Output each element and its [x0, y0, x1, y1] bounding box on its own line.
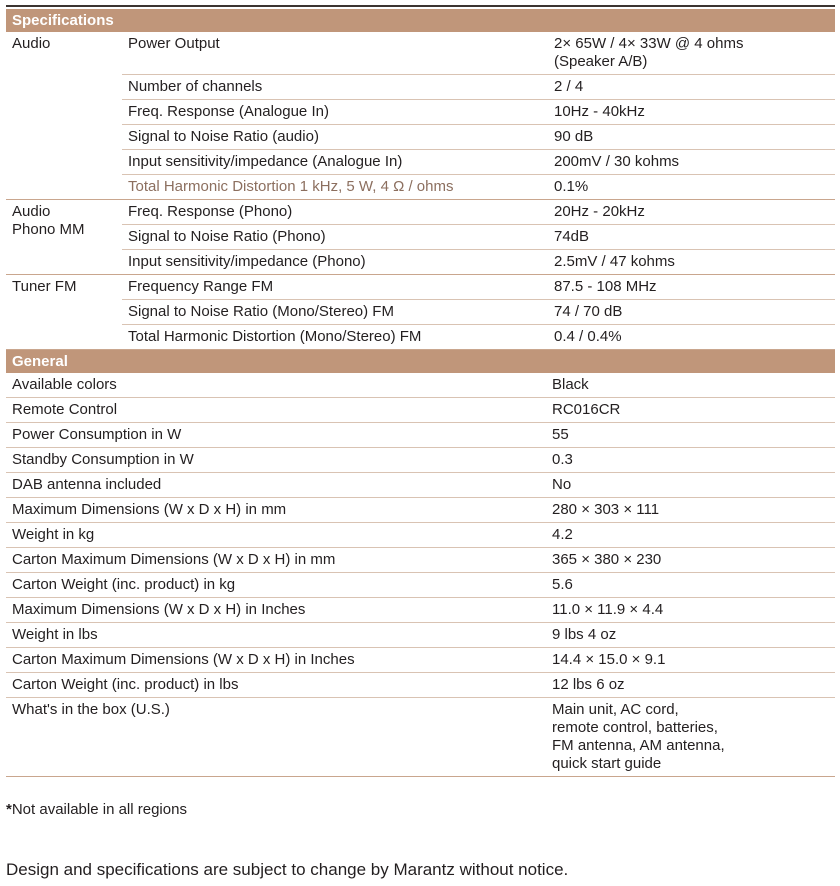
general-value: 365 × 380 × 230 — [546, 548, 835, 573]
spec-value: 0.4 / 0.4% — [548, 325, 835, 350]
spec-value: 74 / 70 dB — [548, 300, 835, 325]
general-label: Carton Weight (inc. product) in kg — [6, 573, 546, 598]
general-row — [6, 623, 835, 648]
general-label: Standby Consumption in W — [6, 448, 546, 473]
spec-value: 10Hz - 40kHz — [548, 100, 835, 125]
spec-value: 90 dB — [548, 125, 835, 150]
general-value: 9 lbs 4 oz — [546, 623, 835, 648]
spec-value: 2× 65W / 4× 33W @ 4 ohms (Speaker A/B) — [548, 32, 835, 75]
general-row — [6, 548, 835, 573]
general-table — [6, 373, 835, 777]
spec-parameter: Signal to Noise Ratio (Phono) — [122, 225, 548, 250]
spec-row — [6, 300, 835, 325]
spec-row — [6, 150, 835, 175]
general-label: Carton Maximum Dimensions (W x D x H) in mm — [6, 548, 546, 573]
general-label: Maximum Dimensions (W x D x H) in Inches — [6, 598, 546, 623]
general-label: Power Consumption in W — [6, 423, 546, 448]
spec-row — [6, 75, 835, 100]
general-label: What's in the box (U.S.) — [6, 698, 546, 777]
general-label: Weight in lbs — [6, 623, 546, 648]
spec-parameter: Frequency Range FM — [122, 275, 548, 300]
spec-value: 200mV / 30 kohms — [548, 150, 835, 175]
specifications-header: Specifications — [6, 9, 835, 32]
general-value: RC016CR — [546, 398, 835, 423]
general-row — [6, 573, 835, 598]
general-row — [6, 423, 835, 448]
general-value: 0.3 — [546, 448, 835, 473]
general-header: General — [6, 350, 835, 373]
spec-value: 20Hz - 20kHz — [548, 200, 835, 225]
general-label: DAB antenna included — [6, 473, 546, 498]
general-row — [6, 648, 835, 673]
general-label: Weight in kg — [6, 523, 546, 548]
general-value: Main unit, AC cord, remote control, batteries, FM antenna, AM antenna, quick start guide — [546, 698, 835, 777]
spec-row — [6, 250, 835, 275]
footnote-text: Not available in all regions — [11, 801, 187, 818]
general-row — [6, 498, 835, 523]
general-label: Remote Control — [6, 398, 546, 423]
general-value: 12 lbs 6 oz — [546, 673, 835, 698]
general-row — [6, 398, 835, 423]
general-label: Carton Weight (inc. product) in lbs — [6, 673, 546, 698]
general-label: Available colors — [6, 373, 546, 398]
spec-group-audio: Audio — [6, 32, 122, 200]
general-value: Black — [546, 373, 835, 398]
spec-value: 2 / 4 — [548, 75, 835, 100]
general-label: Carton Maximum Dimensions (W x D x H) in Inches — [6, 648, 546, 673]
spec-parameter: Freq. Response (Analogue In) — [122, 100, 548, 125]
general-value: 55 — [546, 423, 835, 448]
specifications-table — [6, 32, 835, 350]
spec-parameter: Number of channels — [122, 75, 548, 100]
spec-parameter: Input sensitivity/impedance (Analogue In) — [122, 150, 548, 175]
spec-parameter: Signal to Noise Ratio (audio) — [122, 125, 548, 150]
general-value: 5.6 — [546, 573, 835, 598]
general-row — [6, 698, 835, 777]
general-value: 11.0 × 11.9 × 4.4 — [546, 598, 835, 623]
general-value: 280 × 303 × 111 — [546, 498, 835, 523]
spec-value: 2.5mV / 47 kohms — [548, 250, 835, 275]
spec-group-tuner: Tuner FM — [6, 275, 122, 350]
top-rule — [6, 5, 835, 7]
spec-row — [6, 100, 835, 125]
spec-parameter: Total Harmonic Distortion 1 kHz, 5 W, 4 Ω / ohms — [122, 175, 548, 200]
general-row — [6, 523, 835, 548]
spec-row — [6, 125, 835, 150]
spec-row — [6, 32, 835, 75]
general-value: No — [546, 473, 835, 498]
spec-row — [6, 275, 835, 300]
footnote — [6, 801, 187, 818]
spec-group-phono: Audio Phono MM — [6, 200, 122, 275]
general-row — [6, 473, 835, 498]
spec-sheet — [6, 9, 835, 777]
general-value: 14.4 × 15.0 × 9.1 — [546, 648, 835, 673]
spec-row — [6, 200, 835, 225]
spec-value: 74dB — [548, 225, 835, 250]
spec-row — [6, 175, 835, 200]
general-row — [6, 448, 835, 473]
general-row — [6, 673, 835, 698]
disclaimer: Design and specifications are subject to change by Marantz without notice. — [6, 860, 569, 879]
spec-parameter: Signal to Noise Ratio (Mono/Stereo) FM — [122, 300, 548, 325]
spec-parameter: Freq. Response (Phono) — [122, 200, 548, 225]
spec-parameter: Power Output — [122, 32, 548, 75]
general-label: Maximum Dimensions (W x D x H) in mm — [6, 498, 546, 523]
spec-row — [6, 325, 835, 350]
spec-parameter: Input sensitivity/impedance (Phono) — [122, 250, 548, 275]
general-row — [6, 598, 835, 623]
general-row — [6, 373, 835, 398]
spec-value: 87.5 - 108 MHz — [548, 275, 835, 300]
spec-parameter: Total Harmonic Distortion (Mono/Stereo) FM — [122, 325, 548, 350]
spec-row — [6, 225, 835, 250]
general-value: 4.2 — [546, 523, 835, 548]
spec-value: 0.1% — [548, 175, 835, 200]
footnote-mark: * — [6, 801, 12, 818]
